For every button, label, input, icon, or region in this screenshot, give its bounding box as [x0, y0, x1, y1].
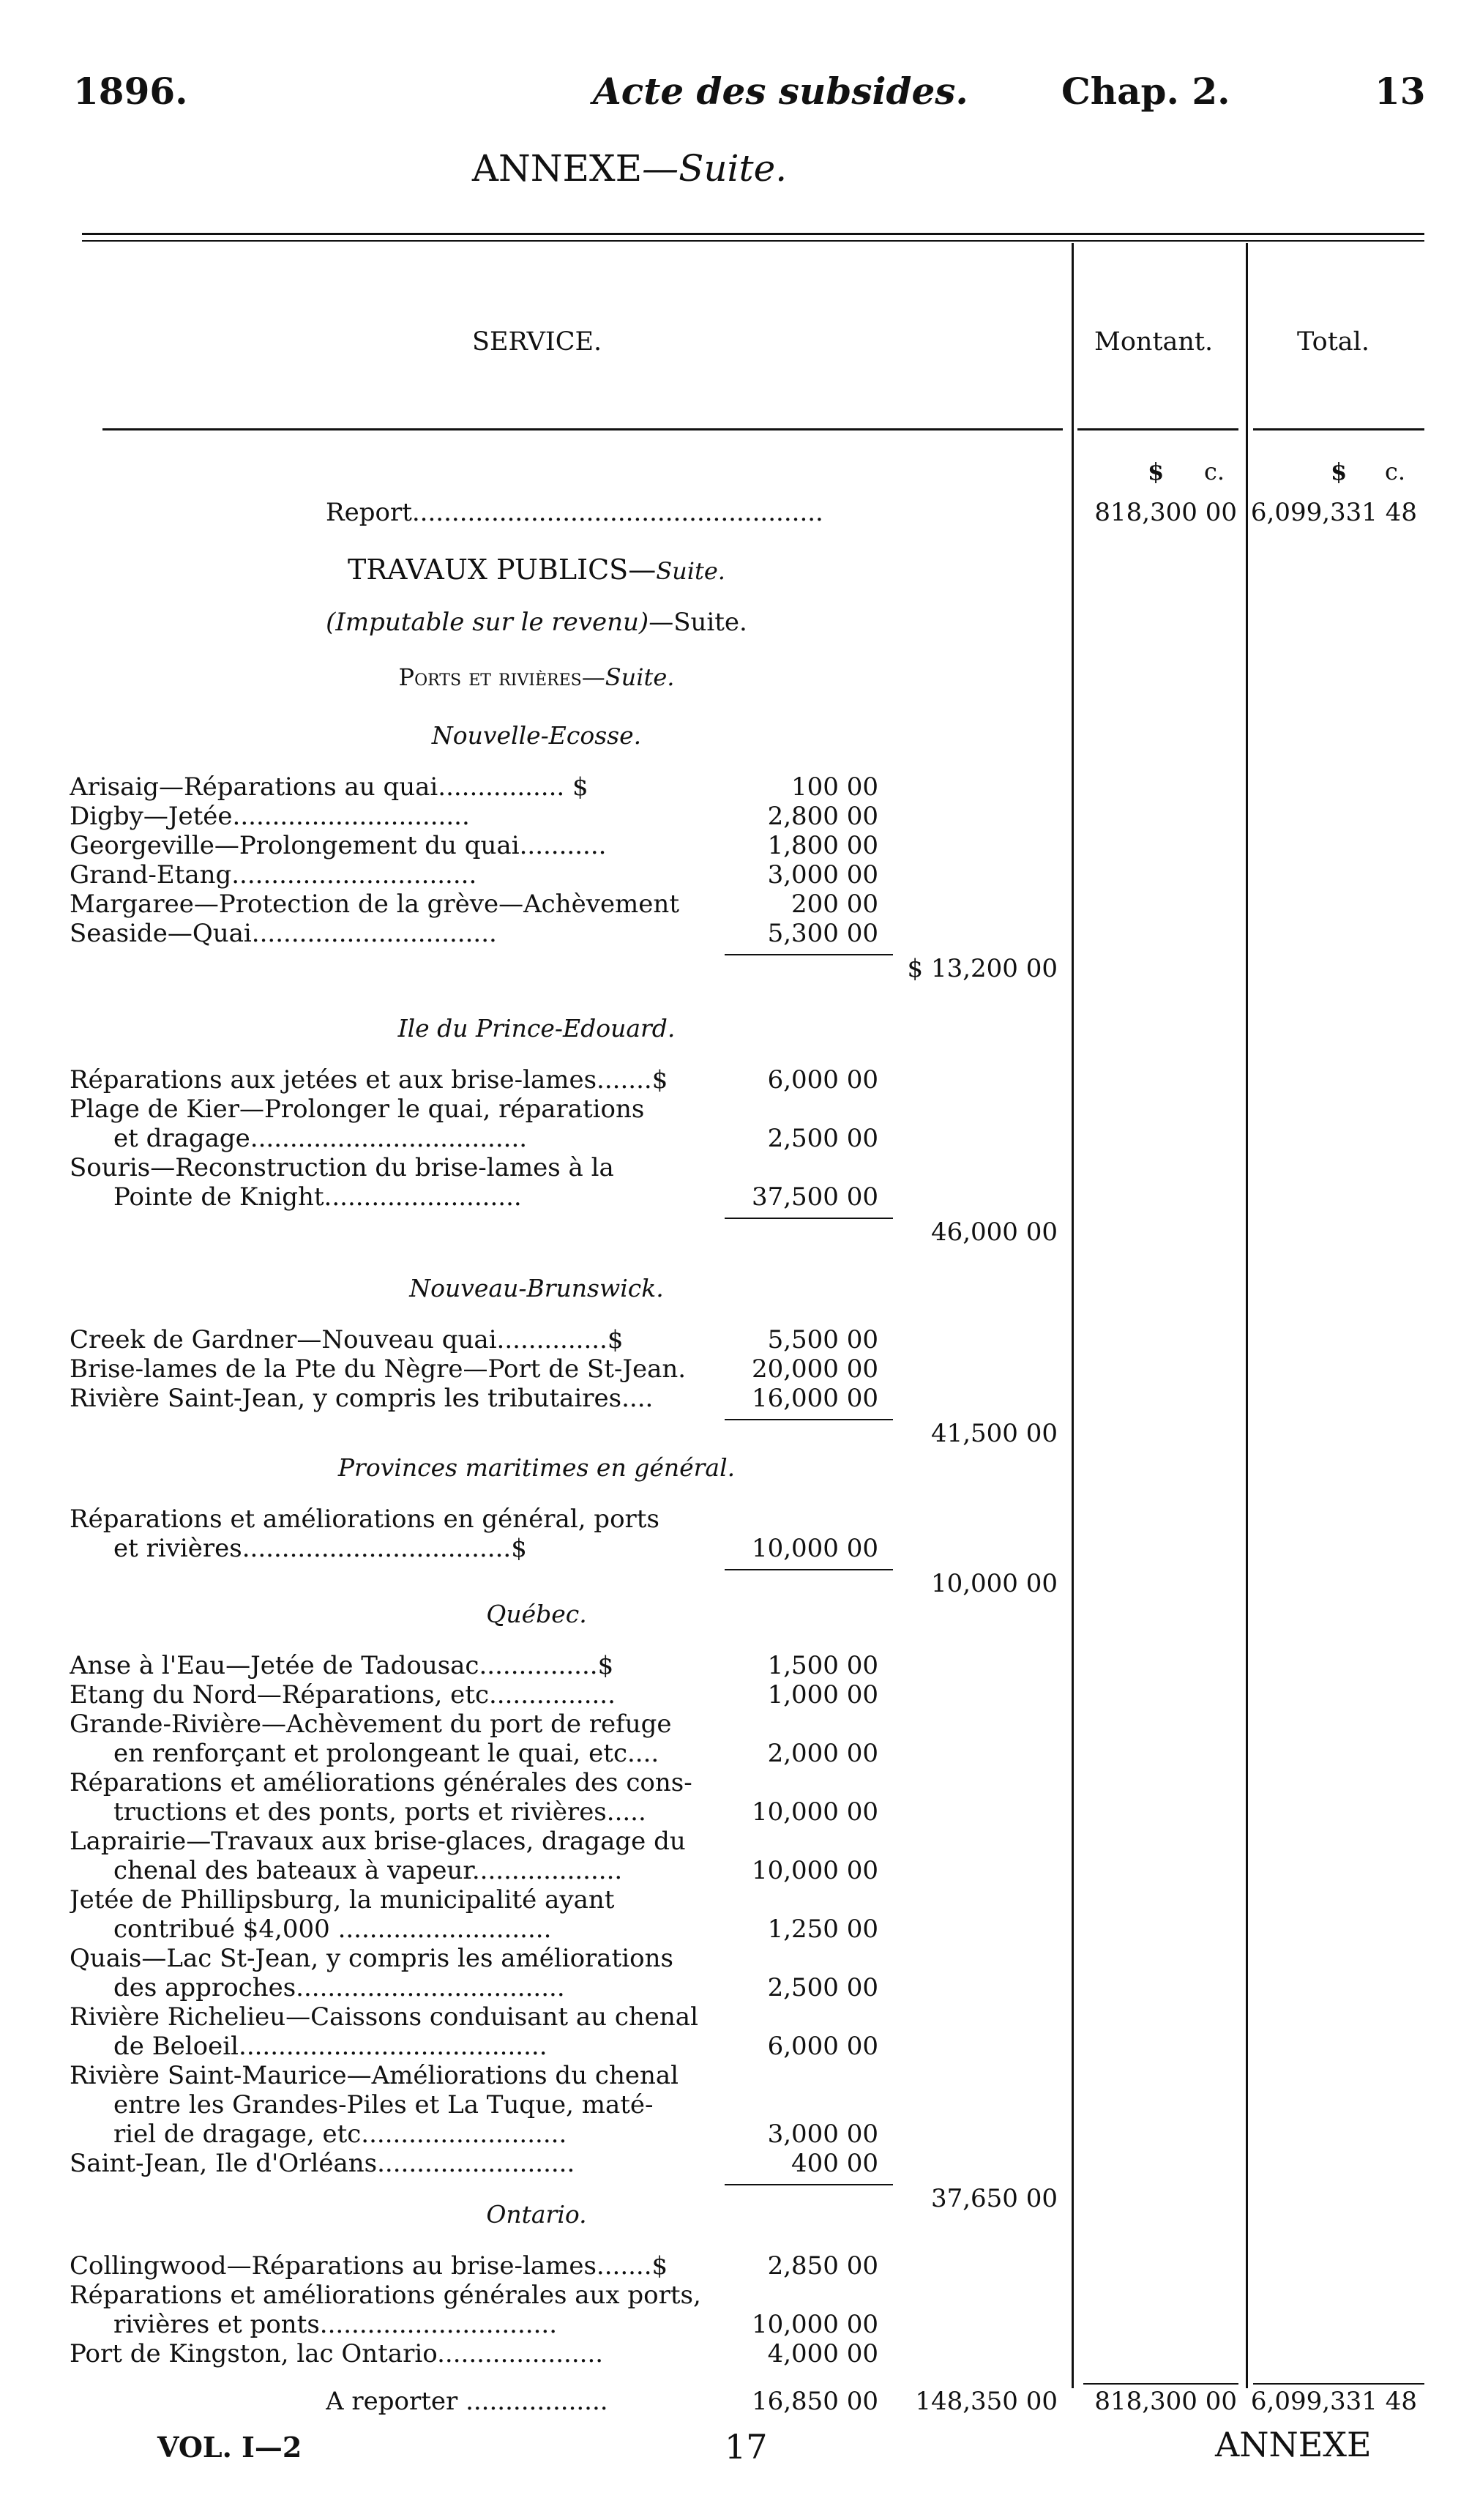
unit-dollar-montant: $: [1148, 458, 1165, 485]
item-text: Quais—Lac St-Jean, y compris les améliorations: [70, 1944, 673, 1973]
item-text: Pointe de Knight.........................: [113, 1182, 522, 1212]
item-text: Jetée de Phillipsburg, la municipalité ayant: [70, 1885, 615, 1915]
reporter-label: A reporter ..................: [326, 2387, 608, 2416]
item-text: Souris—Reconstruction du brise-lames à la: [70, 1153, 614, 1182]
header-chap: Chap. 2.: [1061, 70, 1230, 113]
section-title: Provinces maritimes en général.: [337, 1453, 736, 1482]
unit-cents-montant: c.: [1204, 458, 1225, 485]
header-page-number: 13: [1375, 70, 1426, 113]
item-text: Etang du Nord—Réparations, etc................: [70, 1680, 616, 1710]
item-text: rivières et ponts..............................: [113, 2310, 558, 2339]
report-label: Report....................................................: [326, 498, 823, 527]
item-text: en renforçant et prolongeant le quai, etc....: [113, 1739, 659, 1768]
header-year: 1896.: [73, 70, 188, 113]
item-text: et rivières..................................$: [113, 1534, 527, 1563]
item-amount: 2,500 00: [767, 1124, 878, 1153]
heading-rule-montant: [1077, 428, 1238, 430]
reporter-montant: 818,300 00: [1094, 2387, 1237, 2416]
item-amount: 1,800 00: [767, 831, 878, 860]
reporter-col1: 16,850 00: [751, 2387, 878, 2416]
item-text: Digby—Jetée..............................: [70, 802, 470, 831]
heading-imputable: (Imputable sur le revenu)—Suite.: [326, 608, 747, 637]
item-amount: 2,850 00: [767, 2251, 878, 2281]
item-amount: 5,500 00: [767, 1325, 878, 1354]
item-text: Plage de Kier—Prolonger le quai, réparations: [70, 1095, 645, 1124]
item-text: Réparations aux jetées et aux brise-lames.......$: [70, 1065, 668, 1095]
section-subtotal: 37,650 00: [930, 2184, 1058, 2213]
item-text: Margaree—Protection de la grève—Achèvement: [70, 890, 679, 919]
subtotal-rule: [725, 954, 893, 955]
item-amount: 1,000 00: [767, 1680, 878, 1710]
item-amount: 6,000 00: [767, 1065, 878, 1095]
item-amount: 10,000 00: [751, 1856, 878, 1885]
section-subtotal: $ 13,200 00: [907, 954, 1058, 983]
column-header-montant: Montant.: [1094, 327, 1214, 357]
item-text: Creek de Gardner—Nouveau quai..............$: [70, 1325, 624, 1354]
item-text: Rivière Saint-Jean, y compris les tributaires....: [70, 1384, 654, 1413]
footer-volume: VOL. I—2: [157, 2431, 302, 2464]
item-text: Grande-Rivière—Achèvement du port de refuge: [70, 1710, 672, 1739]
section-subtotal: 46,000 00: [930, 1218, 1058, 1247]
item-text: Georgeville—Prolongement du quai...........: [70, 831, 607, 860]
heading-rule-service: [102, 428, 1063, 430]
item-text: Réparations et améliorations générales des cons-: [70, 1768, 692, 1797]
heading-travaux-publics: TRAVAUX PUBLICS—Suite.: [348, 553, 725, 586]
item-amount: 3,000 00: [767, 860, 878, 890]
item-text: Seaside—Quai...............................: [70, 919, 497, 948]
item-text: Arisaig—Réparations au quai................ $: [70, 772, 588, 802]
footer-page-number: 17: [725, 2427, 768, 2467]
section-subtotal: 41,500 00: [930, 1419, 1058, 1448]
item-text: Port de Kingston, lac Ontario.....................: [70, 2339, 604, 2368]
subtotal-rule: [725, 1218, 893, 1219]
item-text: de Beloeil.......................................: [113, 2032, 547, 2061]
item-text: Laprairie—Travaux aux brise-glaces, dragage du: [70, 1827, 686, 1856]
reporter-total: 6,099,331 48: [1250, 2387, 1417, 2416]
item-amount: 4,000 00: [767, 2339, 878, 2368]
footer-catchword: ANNEXE: [1215, 2425, 1372, 2464]
unit-dollar-total: $: [1331, 458, 1348, 485]
item-amount: 2,800 00: [767, 802, 878, 831]
item-text: et dragage...................................: [113, 1124, 528, 1153]
report-montant: 818,300 00: [1094, 498, 1237, 527]
item-amount: 1,500 00: [767, 1651, 878, 1680]
item-amount: 37,500 00: [751, 1182, 878, 1212]
item-text: chenal des bateaux à vapeur...................: [113, 1856, 623, 1885]
heading-ports-rivieres: Ports et rivières—Suite.: [398, 663, 675, 691]
column-rule-total: [1246, 243, 1248, 2388]
item-amount: 5,300 00: [767, 919, 878, 948]
item-text: Saint-Jean, Ile d'Orléans.........................: [70, 2149, 575, 2178]
subtotal-rule: [725, 1569, 893, 1570]
section-title: Nouvelle-Ecosse.: [431, 721, 642, 750]
item-amount: 3,000 00: [767, 2120, 878, 2149]
heading-rule-total: [1253, 428, 1424, 430]
subtotal-rule: [725, 1419, 893, 1420]
reporter-col2: 148,350 00: [915, 2387, 1058, 2416]
annex-title: ANNEXE—Suite.: [471, 147, 788, 190]
item-text: tructions et des ponts, ports et rivières.....: [113, 1797, 646, 1827]
item-text: des approches..................................: [113, 1973, 565, 2002]
item-amount: 10,000 00: [751, 1534, 878, 1563]
item-text: riel de dragage, etc..........................: [113, 2120, 567, 2149]
top-rule-inner: [82, 240, 1424, 242]
item-amount: 400 00: [791, 2149, 878, 2178]
section-subtotal: 10,000 00: [930, 1569, 1058, 1598]
item-text: contribué $4,000 ...........................: [113, 1915, 552, 1944]
top-rule: [82, 233, 1424, 235]
reporter-rule-montant: [1083, 2383, 1238, 2385]
report-total: 6,099,331 48: [1250, 498, 1417, 527]
unit-cents-total: c.: [1385, 458, 1406, 485]
item-text: Rivière Richelieu—Caissons conduisant au chenal: [70, 2002, 698, 2032]
section-title: Nouveau-Brunswick.: [409, 1274, 664, 1302]
item-amount: 10,000 00: [751, 2310, 878, 2339]
item-amount: 20,000 00: [751, 1354, 878, 1384]
item-text: Brise-lames de la Pte du Nègre—Port de St-Jean.: [70, 1354, 687, 1384]
item-amount: 6,000 00: [767, 2032, 878, 2061]
item-text: Collingwood—Réparations au brise-lames.......$: [70, 2251, 668, 2281]
item-text: Anse à l'Eau—Jetée de Tadousac...............$: [70, 1651, 614, 1680]
item-amount: 16,000 00: [751, 1384, 878, 1413]
reporter-rule-total: [1253, 2383, 1424, 2385]
item-amount: 200 00: [791, 890, 878, 919]
section-title: Ile du Prince-Edouard.: [397, 1014, 676, 1043]
item-amount: 10,000 00: [751, 1797, 878, 1827]
item-amount: 2,500 00: [767, 1973, 878, 2002]
item-text: Rivière Saint-Maurice—Améliorations du chenal: [70, 2061, 679, 2090]
item-text: Réparations et améliorations en général, ports: [70, 1505, 659, 1534]
item-text: Réparations et améliorations générales aux ports,: [70, 2281, 701, 2310]
section-title: Ontario.: [486, 2200, 587, 2229]
subtotal-rule: [725, 2184, 893, 2185]
header-title: Acte des subsides.: [593, 70, 968, 113]
item-amount: 2,000 00: [767, 1739, 878, 1768]
item-text: Grand-Etang...............................: [70, 860, 477, 890]
item-text: entre les Grandes-Piles et La Tuque, maté-: [113, 2090, 654, 2120]
column-header-service: SERVICE.: [472, 327, 602, 357]
item-amount: 100 00: [791, 772, 878, 802]
column-header-total: Total.: [1297, 327, 1369, 357]
section-title: Québec.: [486, 1600, 587, 1628]
item-amount: 1,250 00: [767, 1915, 878, 1944]
